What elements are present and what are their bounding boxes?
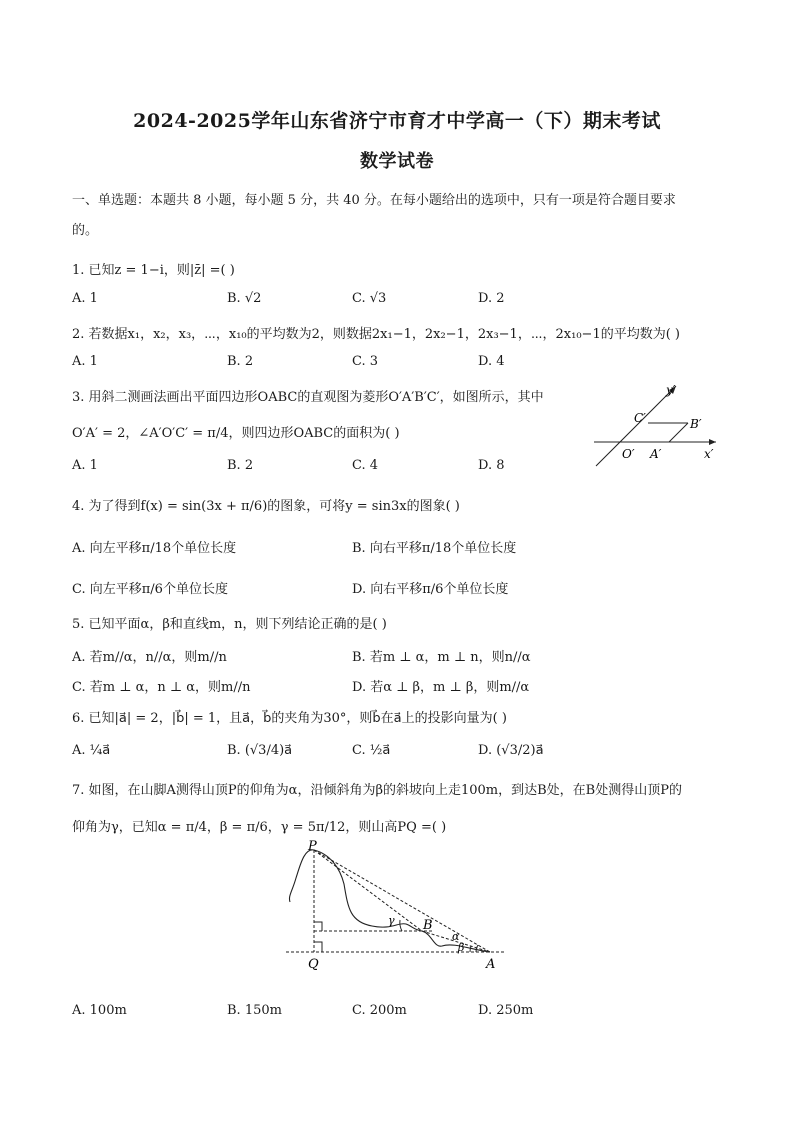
q3-option-c: C. 4: [352, 458, 379, 473]
q5-option-a: A. 若m//α，n//α，则m//n: [72, 650, 227, 665]
exam-title: 2024-2025学年山东省济宁市育才中学高一（下）期末考试: [133, 110, 661, 132]
question-2-stem: 2. 若数据x₁，x₂，x₃，⋯，x₁₀的平均数为2，则数据2x₁−1，2x₂−1，2x₃−1，⋯，2x₁₀−1的平均数为( ): [72, 327, 680, 342]
question-6-stem: 6. 已知|a⃗| = 2，|b⃗| = 1，且a⃗，b⃗的夹角为30°，则b⃗在a⃗上的投影向量为( ): [72, 711, 507, 726]
q1-option-d: D. 2: [478, 291, 505, 306]
q6-option-b: B. (√3/4)a⃗: [227, 743, 293, 758]
q5-option-d: D. 若α ⊥ β，m ⊥ β，则m//α: [352, 680, 530, 695]
line-pb: [314, 850, 422, 931]
question-4-stem: 4. 为了得到f(x) = sin(3x + π/6)的图象，可将y = sin3x的图象( ): [72, 499, 460, 514]
exam-subtitle: 数学试卷: [360, 151, 434, 172]
label-y: y′: [666, 383, 676, 397]
q3-option-d: D. 8: [478, 458, 505, 473]
q2-option-c: C. 3: [352, 354, 379, 369]
q6-option-a: A. ¼a⃗: [72, 743, 111, 758]
q4-option-b: B. 向右平移π/18个单位长度: [352, 541, 517, 556]
label-a: A′: [650, 447, 662, 461]
label-p: P: [308, 839, 317, 854]
right-angle-b: [314, 922, 322, 931]
q7-option-c: C. 200m: [352, 1003, 407, 1018]
q2-option-a: A. 1: [72, 354, 98, 369]
q4-option-c: C. 向左平移π/6个单位长度: [72, 582, 228, 597]
right-angle-q: [314, 942, 322, 952]
label-q: Q: [308, 957, 319, 972]
label-x: x′: [704, 447, 714, 461]
section-heading-cont: 的。: [72, 223, 99, 238]
q6-option-c: C. ½a⃗: [352, 743, 391, 758]
label-b: B: [423, 918, 433, 933]
question-3-stem-cont: O′A′ = 2，∠A′O′C′ = π/4，则四边形OABC的面积为( ): [72, 426, 400, 441]
x-axis-arrow: [709, 439, 716, 445]
rhombus-figure: [588, 380, 728, 470]
label-beta: β: [458, 941, 465, 954]
label-alpha: α: [452, 930, 460, 943]
question-3-stem: 3. 用斜二测画法画出平面四边形OABC的直观图为菱形O′A′B′C′，如图所示，其中: [72, 390, 544, 405]
rhombus-right-side: [669, 423, 688, 442]
label-c: C′: [634, 411, 646, 425]
q2-option-b: B. 2: [227, 354, 254, 369]
label-a: A: [486, 957, 496, 972]
question-7-stem-cont: 仰角为γ，已知α = π/4，β = π/6，γ = 5π/12，则山高PQ =( ): [72, 820, 447, 835]
question-1-stem: 1. 已知z = 1−i，则|z̄| =( ): [72, 263, 235, 278]
q4-option-d: D. 向右平移π/6个单位长度: [352, 582, 509, 597]
q3-option-b: B. 2: [227, 458, 254, 473]
q3-option-a: A. 1: [72, 458, 98, 473]
q5-option-c: C. 若m ⊥ α，n ⊥ α，则m//n: [72, 680, 251, 695]
q7-option-b: B. 150m: [227, 1003, 282, 1018]
arc-alpha: [476, 945, 478, 952]
arc-gamma: [400, 920, 402, 931]
q4-option-a: A. 向左平移π/18个单位长度: [72, 541, 237, 556]
label-o: O′: [622, 447, 635, 461]
label-b: B′: [690, 417, 702, 431]
q1-option-a: A. 1: [72, 291, 98, 306]
section-heading: 一、单选题：本题共 8 小题，每小题 5 分，共 40 分。在每小题给出的选项中，只有一项是符合题目要求: [72, 193, 676, 208]
label-gamma: γ: [388, 914, 395, 927]
question-5-stem: 5. 已知平面α，β和直线m，n，则下列结论正确的是( ): [72, 617, 387, 632]
q5-option-b: B. 若m ⊥ α，m ⊥ n，则n//α: [352, 650, 531, 665]
mountain-figure: [282, 838, 510, 976]
q6-option-d: D. (√3/2)a⃗: [478, 743, 544, 758]
q1-option-c: C. √3: [352, 291, 387, 306]
q2-option-d: D. 4: [478, 354, 505, 369]
line-pa: [314, 850, 490, 952]
q7-option-d: D. 250m: [478, 1003, 534, 1018]
question-7-stem: 7. 如图，在山脚A测得山顶P的仰角为α，沿倾斜角为β的斜坡向上走100m，到达B处，在B处测得山顶P的: [72, 783, 682, 798]
arc-beta: [470, 946, 471, 952]
q1-option-b: B. √2: [227, 291, 262, 306]
q7-option-a: A. 100m: [72, 1003, 127, 1018]
y-axis: [596, 386, 676, 466]
mountain-outline: [289, 850, 490, 952]
